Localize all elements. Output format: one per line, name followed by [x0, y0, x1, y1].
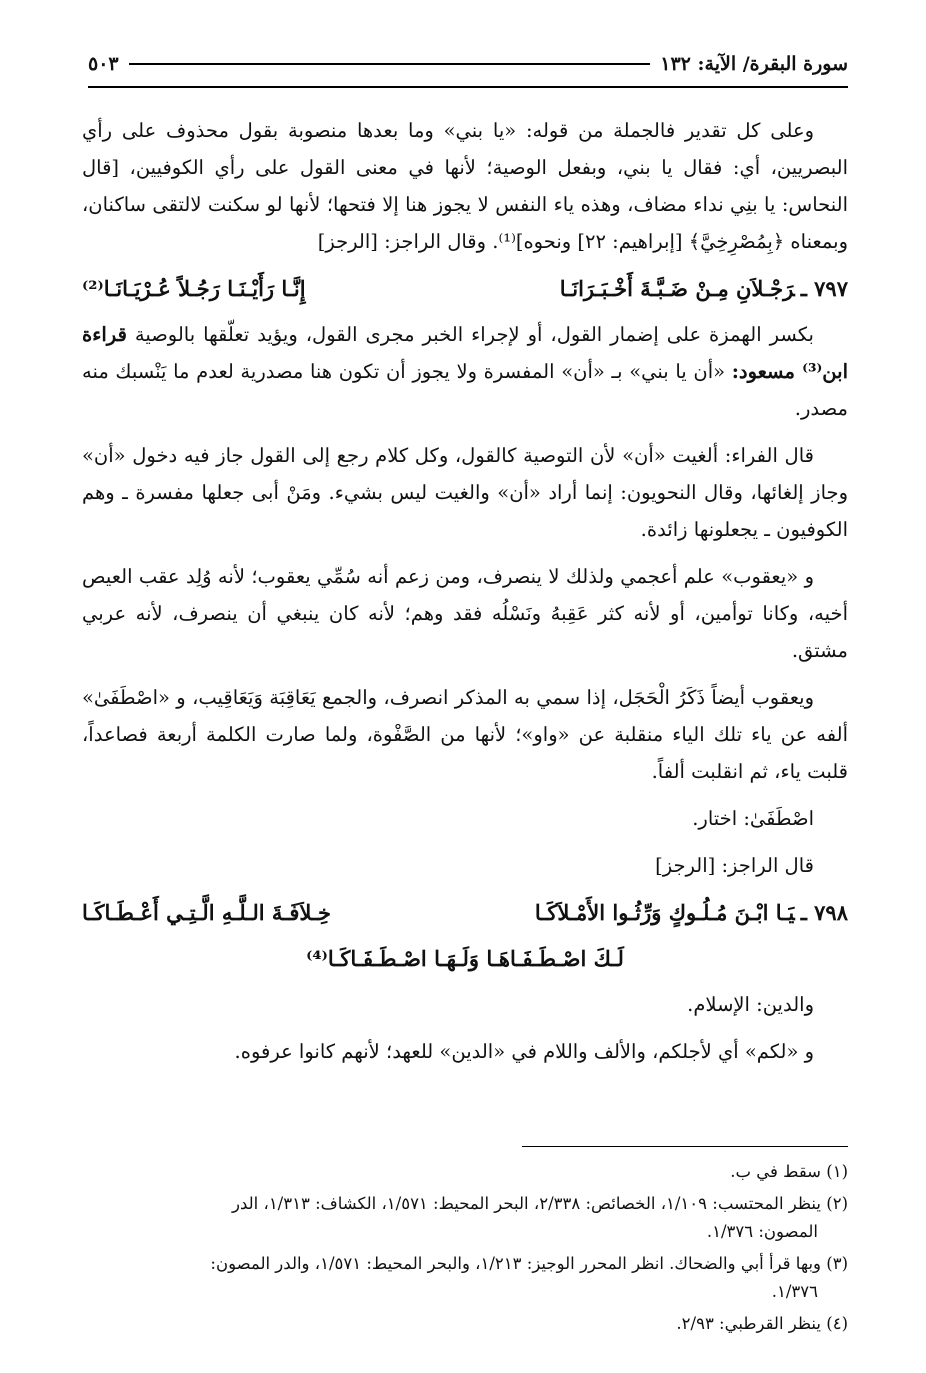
footnote-1: (١) سقط في ب. [730, 1162, 848, 1181]
verse-hemistich-1: ٧٩٧ ـرَجْـلاَنِ مِـنْ ضَـبَّـةَ أَخْـبَـرَانَـا [559, 276, 848, 301]
verse-hemistich-2: إِنَّـا رَأَيْـنَـا رَجُـلاً عُـرْيَـانَـا⁽²⁾ [82, 276, 306, 301]
main-text [82, 112, 848, 1080]
paragraph: وعلى كل تقدير فالجملة من قوله: «يا بني» وما بعدها منصوبة بقول محذوف على رأي البصريين، أي: فقال يا بني، وبفعل الوصية؛ لأنها في معنى القول على رأي الكوفيين، [قال النحاس: يا بنِي نداء مضاف، وهذه ياء النفس لا يجوز هنا إلا فتحها؛ لأنها لو سكنت لالتقى ساكنان، وبمعناه ﴿بِمُصْرِخِيَّ﴾ [إبراهيم: ٢٢] ونحوه]⁽¹⁾. وقال الراجز: [الرجز] [82, 119, 848, 253]
paragraph: والدين: الإسلام. [687, 993, 814, 1016]
paragraph: و «يعقوب» علم أعجمي ولذلك لا ينصرف، ومن زعم أنه سُمِّي يعقوب؛ لأنه وُلِد عقب العيص أخيه، وكانا توأمين، أو لأنه كثر عَقِبهُ ونَسْلُه فقد وهم؛ لأنه كان ينبغي أن ينصرف، لأنه عربي مشتق. [82, 565, 848, 662]
verse-number: ٧٩٨ ـ [800, 900, 848, 925]
paragraph: بكسر الهمزة على إضمار القول، أو لإجراء الخبر مجرى القول، ويؤيد تعلّقها بالوصية قراءة ابن⁽³⁾ مسعود: «أن يا بني» بـ «أن» المفسرة ولا يجوز أن تكون هنا مصدرية لعدم ما يَنْسبك منه مصدر. [82, 323, 848, 420]
header-divider [88, 86, 848, 88]
paragraph: قال الفراء: ألغيت «أن» لأن التوصية كالقول، وكل كلام رجع إلى القول جاز فيه دخول «أن» وجاز إلغائها، وقال النحويون: إنما أراد «أن» والغيت ليس بشيء. ومَنْ أبى جعلها مفسرة ـ وهم الكوفيون ـ يجعلونها زائدة. [82, 444, 848, 541]
verse-797 [82, 270, 848, 308]
header-rule [129, 63, 651, 65]
footnote-2: (٢) ينظر المحتسب: ١/١٠٩، الخصائص: ٢/٣٣٨، البحر المحيط: ١/٥٧١، الكشاف: ١/٣١٣، الدر المصون: ١/٣٧٦. [232, 1194, 848, 1241]
verse-number: ٧٩٧ ـ [800, 276, 848, 301]
verse-798-line-2 [82, 940, 848, 978]
footnote-separator [522, 1146, 848, 1147]
reading-reference: قراءة ابن⁽³⁾ مسعود: [82, 323, 848, 383]
page-number: ٥٠٣ [88, 53, 119, 75]
paragraph: قال الراجز: [الرجز] [655, 854, 814, 877]
paragraph: و «لكم» أي لأجلكم، والألف واللام في «الدين» للعهد؛ لأنهم كانوا عرفوه. [234, 1040, 814, 1063]
running-header [88, 44, 848, 84]
footnotes [82, 1158, 848, 1342]
paragraph: اصْطَفَىٰ: اختار. [692, 807, 814, 830]
footnote-4: (٤) ينظر القرطبي: ٢/٩٣. [676, 1314, 848, 1333]
verse-hemistich-3: لَـكَ اصْـطَـفَـاهَـا وَلَـهَـا اصْـطَـفَـاكَـا⁽⁴⁾ [306, 946, 624, 971]
verse-798 [82, 894, 848, 932]
footnote-3: (٣) وبها قرأ أبي والضحاك. انظر المحرر الوجيز: ١/٢١٣، والبحر المحيط: ١/٥٧١، والدر المصون: ١/٣٧٦. [210, 1254, 848, 1301]
verse-hemistich-1: ٧٩٨ ـيَـا ابْـنَ مُـلُـوكٍ وَرِّثُـوا الأَمْـلاَكَـا [534, 900, 848, 925]
verse-hemistich-2: خِـلاَفَـةَ الـلَّـهِ الَّـتِـي أَعْـطَـاكَـا [82, 900, 332, 925]
surah-title: سورة البقرة/ الآية: ١٣٢ [660, 53, 848, 75]
paragraph: ويعقوب أيضاً ذَكَرُ الْحَجَل، إذا سمي به المذكر انصرف، والجمع يَعَاقِبَة وَيَعَاقِيب، و «اصْطَفَىٰ» ألفه عن ياء تلك الياء منقلبة عن «واو»؛ لأنها من الصَّفْوة، ولما صارت الكلمة أربعة فصاعداً، قلبت ياء، ثم انقلبت ألفاً. [82, 686, 848, 783]
